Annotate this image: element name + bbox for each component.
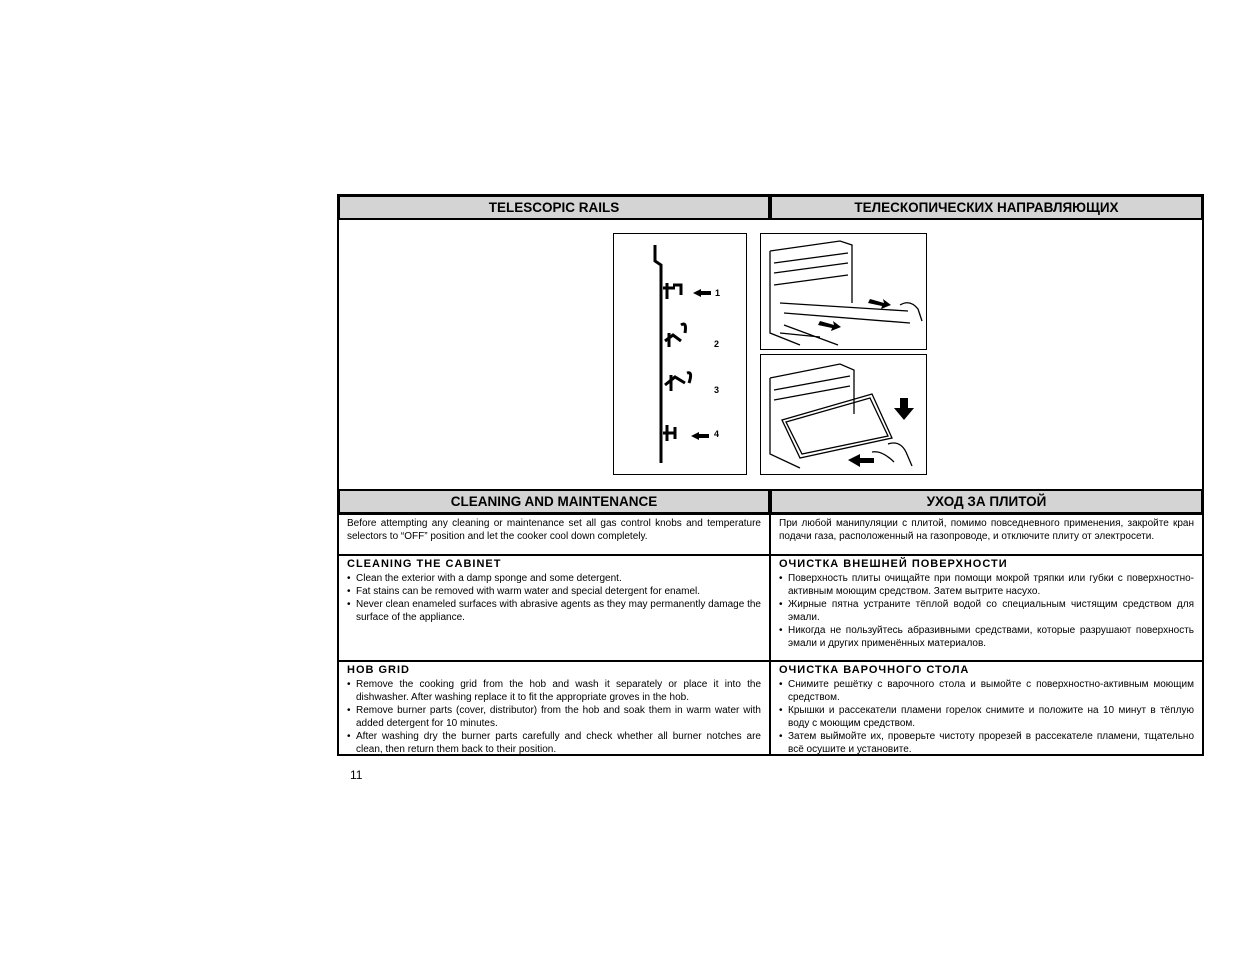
rail-label-2: 2 xyxy=(714,339,720,349)
telescopic-rails-header-ru: ТЕЛЕСКОПИЧЕСКИХ НАПРАВЛЯЮЩИХ xyxy=(770,195,1203,220)
cleaning-intro-ru: При любой манипуляции с плитой, помимо повседневного применения, закройте кран подачи газа, расположенный на газопроводе, и отключите плиту от электросети. xyxy=(770,514,1203,555)
hob-cell-en xyxy=(338,661,770,755)
hob-title-ru: ОЧИСТКА ВАРОЧНОГО СТОЛА xyxy=(779,664,970,676)
cleaning-header-en: CLEANING AND MAINTENANCE xyxy=(338,489,770,514)
list-item: • After washing dry the burner parts carefully and check whether all burner notches are clean, then return them back to their position. xyxy=(347,730,761,756)
cabinet-cell-ru xyxy=(770,555,1203,661)
oven-tray-illustration xyxy=(760,354,928,476)
list-item: • Clean the exterior with a damp sponge and some detergent. xyxy=(347,572,761,585)
cabinet-cell-en xyxy=(338,555,770,661)
list-item: • Remove the cooking grid from the hob and wash it separately or place it into the dishwasher. After washing replace it to fit the appropriate groves in the hob. xyxy=(347,678,761,704)
rail-diagram xyxy=(613,233,748,476)
cleaning-intro-en: Before attempting any cleaning or maintenance set all gas control knobs and temperature selectors to “OFF” position and let the cooker cool down completely. xyxy=(338,514,770,555)
page-number: 11 xyxy=(350,768,363,782)
list-item: • Never clean enameled surfaces with abrasive agents as they may permanently damage the surface of the appliance. xyxy=(347,598,761,624)
list-item: • Remove burner parts (cover, distributor) from the hob and soak them in warm water with added detergent for 10 minutes. xyxy=(347,704,761,730)
list-item: • Fat stains can be removed with warm water and special detergent for enamel. xyxy=(347,585,761,598)
hob-title-en: HOB GRID xyxy=(347,664,410,676)
cabinet-title-en: CLEANING THE CABINET xyxy=(347,558,502,570)
oven-rails-illustration xyxy=(760,233,928,351)
cleaning-header-ru: УХОД ЗА ПЛИТОЙ xyxy=(770,489,1203,514)
telescopic-rails-header-en: TELESCOPIC RAILS xyxy=(338,195,770,220)
list-item: • Никогда не пользуйтесь абразивными средствами, которые разрушают поверхность эмали и других применённых материалов. xyxy=(779,624,1194,650)
rail-label-4: 4 xyxy=(714,429,720,439)
list-item: • Затем выймойте их, проверьте чистоту прорезей в рассекателе пламени, тщательно всё осушите и установите. xyxy=(779,730,1194,756)
rail-label-1: 1 xyxy=(715,288,721,298)
list-item: • Жирные пятна устраните тёплой водой со специальным чистящим средством для эмали. xyxy=(779,598,1194,624)
list-item: • Поверхность плиты очищайте при помощи мокрой тряпки или губки с поверхностно-активным моющим средством. Затем вытрите насухо. xyxy=(779,572,1194,598)
hob-cell-ru xyxy=(770,661,1203,755)
cabinet-title-ru: ОЧИСТКА ВНЕШНЕЙ ПОВЕРХНОСТИ xyxy=(779,558,1008,570)
list-item: • Снимите решётку с варочного стола и вымойте с поверхностно-активным моющим средством. xyxy=(779,678,1194,704)
list-item: • Крышки и рассекатели пламени горелок снимите и положите на 10 минут в тёплую воду с моющим средством. xyxy=(779,704,1194,730)
rail-label-3: 3 xyxy=(714,385,720,395)
